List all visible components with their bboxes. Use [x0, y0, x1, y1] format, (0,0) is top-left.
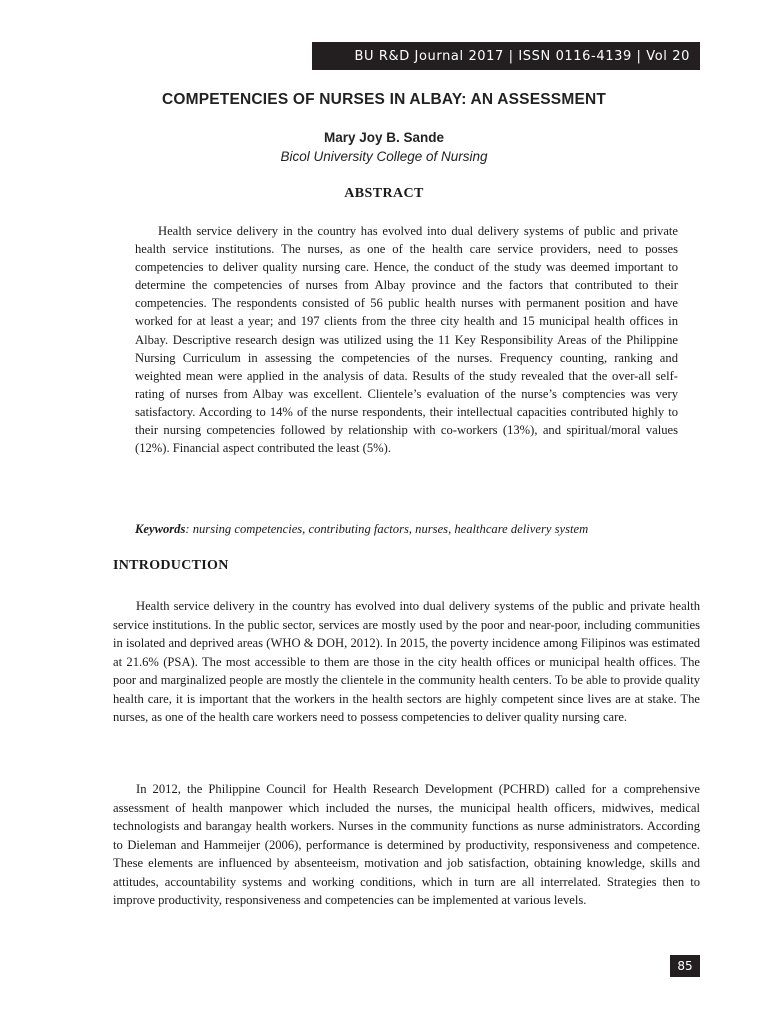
introduction-heading: INTRODUCTION	[113, 558, 229, 573]
keywords-text: : nursing competencies, contributing factors, nurses, healthcare delivery system	[185, 522, 589, 536]
running-head	[312, 42, 700, 70]
keywords-label: Keywords	[135, 522, 186, 536]
author-name: Mary Joy B. Sande	[323, 130, 445, 145]
article-title: COMPETENCIES OF NURSES IN ALBAY: AN ASSESSMENT	[161, 91, 607, 108]
page-number	[670, 955, 700, 977]
running-head-text: BU R&D Journal 2017 | ISSN 0116-4139 | Vol 20	[354, 48, 690, 64]
introduction-paragraph-2: In 2012, the Philippine Council for Health Research Development (PCHRD) called for a comprehensive assessment of health manpower which included the nurses, the municipal health officers, midwives, medical technologists and barangay health workers. Nurses in the community functions as nurse administrators. According to Dieleman and Hammeijer (2006), performance is determined by productivity, responsiveness and competence. These elements are influenced by absenteeism, motivation and job satisfaction, obtaining knowledge, skills and attitudes, accountability systems and working conditions, which in turn are all interrelated. Strategies then to improve productivity, responsiveness and competencies can be implemented at various levels.	[113, 782, 700, 907]
abstract-heading: ABSTRACT	[344, 186, 424, 201]
introduction-paragraph-1: Health service delivery in the country has evolved into dual delivery systems of the public and private health service institutions. In the public sector, services are mostly used by the poor and near-poor, including communities in isolated and deprived areas (WHO & DOH, 2012). In 2015, the poverty incidence among Filipinos was estimated at 21.6% (PSA). The most accessible to them are those in the city health offices or municipal health offices. The poor and marginalized people are mostly the clientele in the community health centers. To be able to provide quality health care, it is important that the workers in the health sectors are highly competent since lives are at stake. The nurses, as one of the health care workers need to possess competencies to deliver quality nursing care.	[113, 599, 700, 724]
page-number-text: 85	[677, 959, 693, 973]
keywords-line	[135, 520, 695, 538]
author-affiliation: Bicol University College of Nursing	[280, 149, 488, 164]
abstract-body: Health service delivery in the country has evolved into dual delivery systems of public and private health service institutions. The nurses, as one of the health care service providers, need to posses competencies to deliver quality nursing care. Hence, the conduct of the study was deemed important to determine the competencies of nurses from Albay province and the factors that contributed to their competencies. The respondents consisted of 56 public health nurses with permanent position and have worked for at least a year; and 197 clients from the three city health and 15 municipal health offices in Albay. Descriptive research design was utilized using the 11 Key Responsibility Areas of the Philippine Nursing Curriculum in assessing the competencies of the nurses. Frequency counting, ranking and weighted mean were applied in the analysis of data. Results of the study revealed that the over-all self-rating of nurses from Albay was excellent. Clientele’s evaluation of the nurse’s comptencies was very satisfactory. According to 14% of the nurse respondents, their intellectual capacities contributed highly to their nursing competencies followed by relationship with co-workers (13%), and spiritual/moral values (12%). Financial aspect contributed the least (5%).	[135, 224, 678, 456]
